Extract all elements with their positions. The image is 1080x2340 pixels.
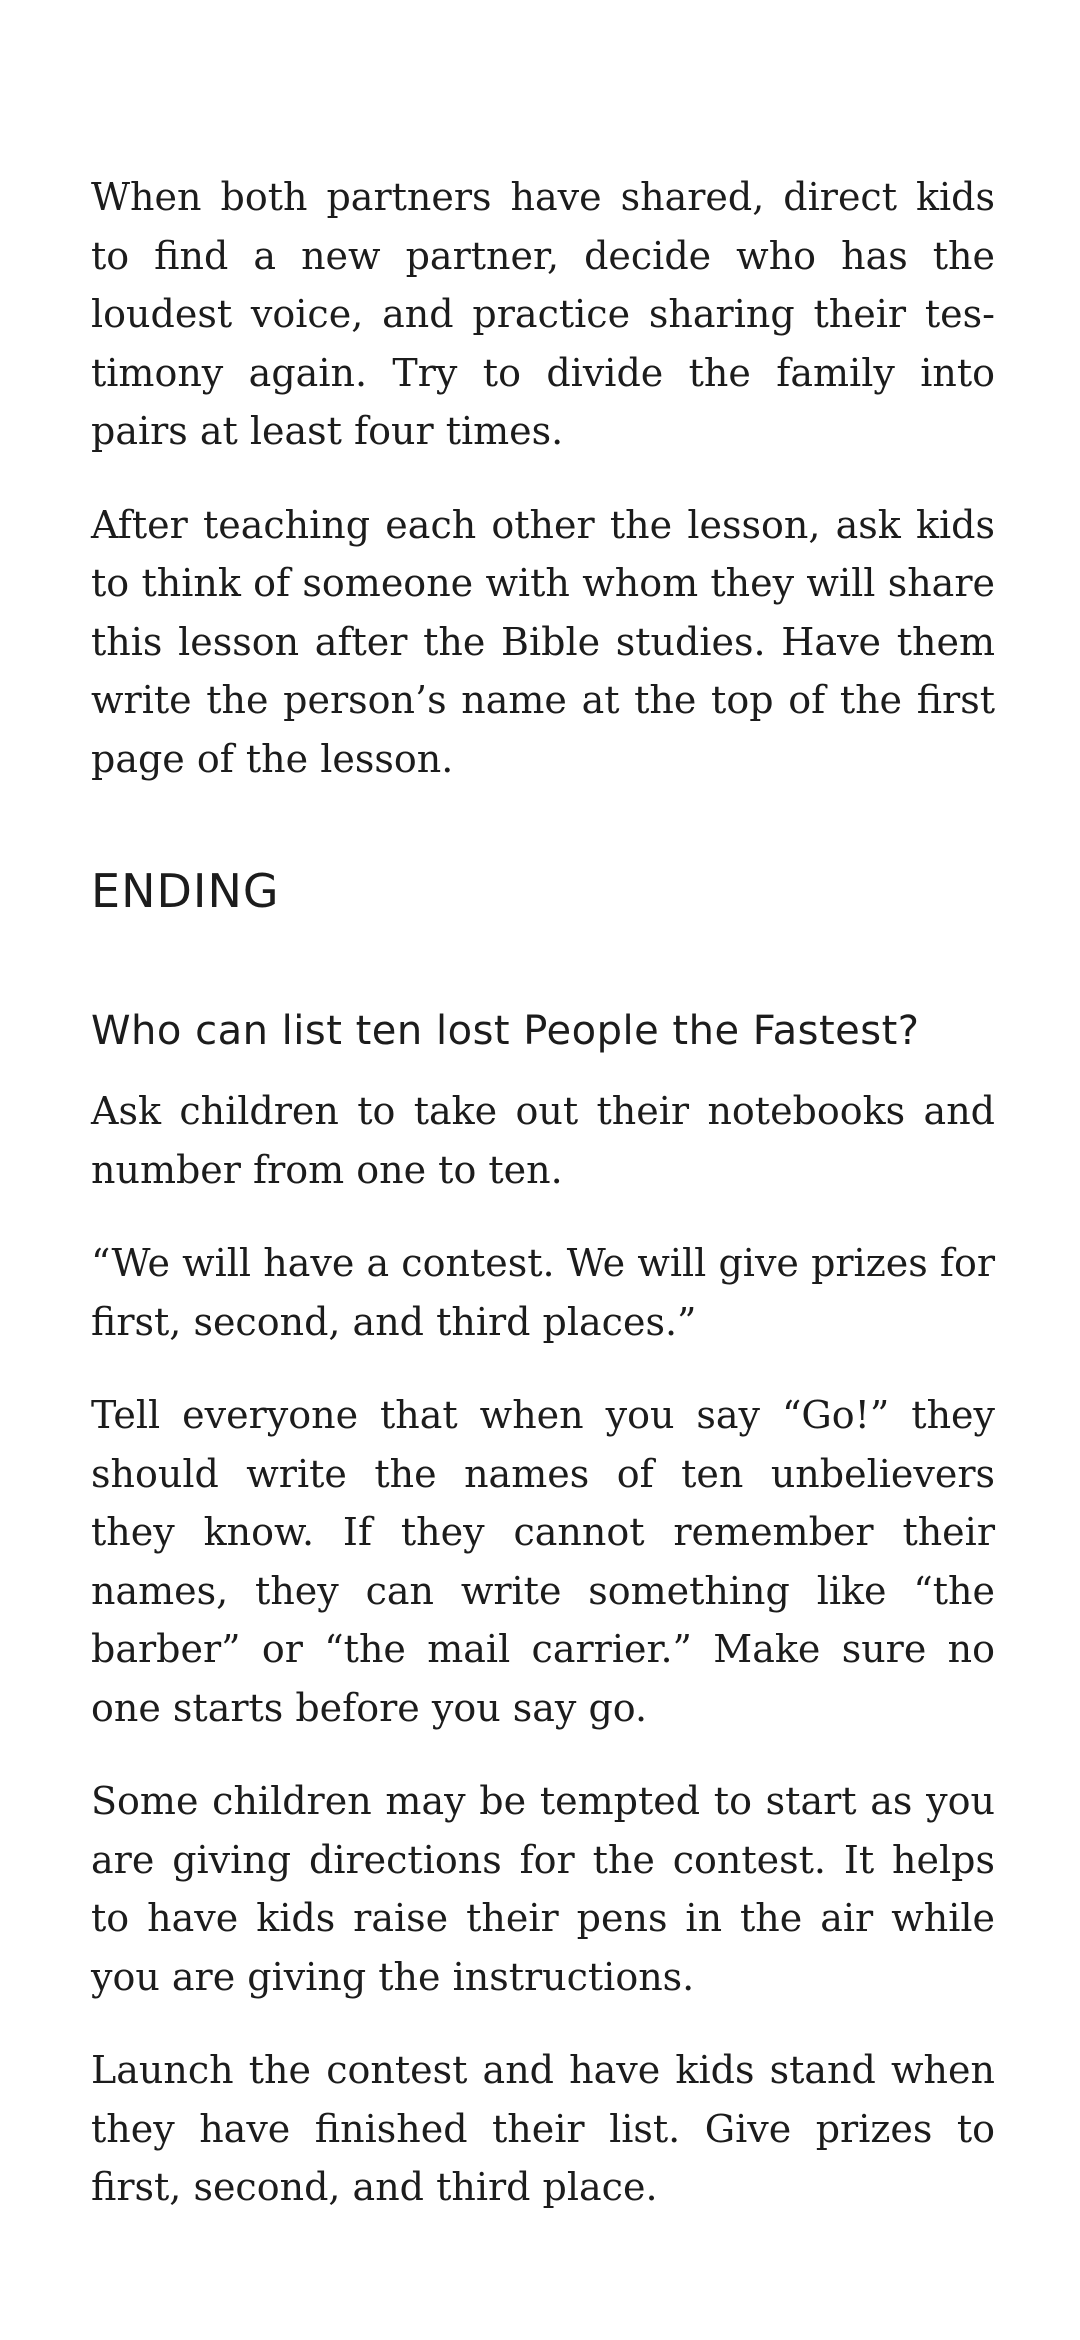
paragraph-go-instructions: Tell everyone that when you say “Go!” they should write the names of ten unbelievers they know. If they cannot remember their names, they can write something like “the barber” or “the mail carrier.” Make sure no one starts before you say go. bbox=[91, 1393, 995, 1730]
paragraph-tempted: Some children may be tempted to start as you are giving directions for the contest. It helps to have kids raise their pens in the air while you are giving the instructions. bbox=[91, 1779, 995, 1999]
subheading-contest: Who can list ten lost People the Fastest? bbox=[91, 1008, 920, 1054]
paragraph-launch: Launch the contest and have kids stand when they have finished their list. Give prizes to first, second, and third place. bbox=[91, 2048, 995, 2209]
paragraph-notebooks: Ask children to take out their notebooks and number from one to ten. bbox=[91, 1089, 995, 1192]
reader-page bbox=[91, 168, 995, 2217]
section-heading-ending: ENDING bbox=[91, 864, 280, 918]
paragraph-contest-prizes: “We will have a contest. We will give prizes for first, second, and third places.” bbox=[91, 1241, 995, 1344]
paragraph-partners: When both partners have shared, direct kids to find a new partner, decide who has the loudest voice, and practice sharing their testimony again. Try to divide the family into pairs at least four times. bbox=[91, 175, 995, 453]
paragraph-share-lesson: After teaching each other the lesson, ask kids to think of someone with whom they will share this lesson after the Bible studies. Have them write the person’s name at the top of the first page of the lesson. bbox=[91, 502, 995, 781]
